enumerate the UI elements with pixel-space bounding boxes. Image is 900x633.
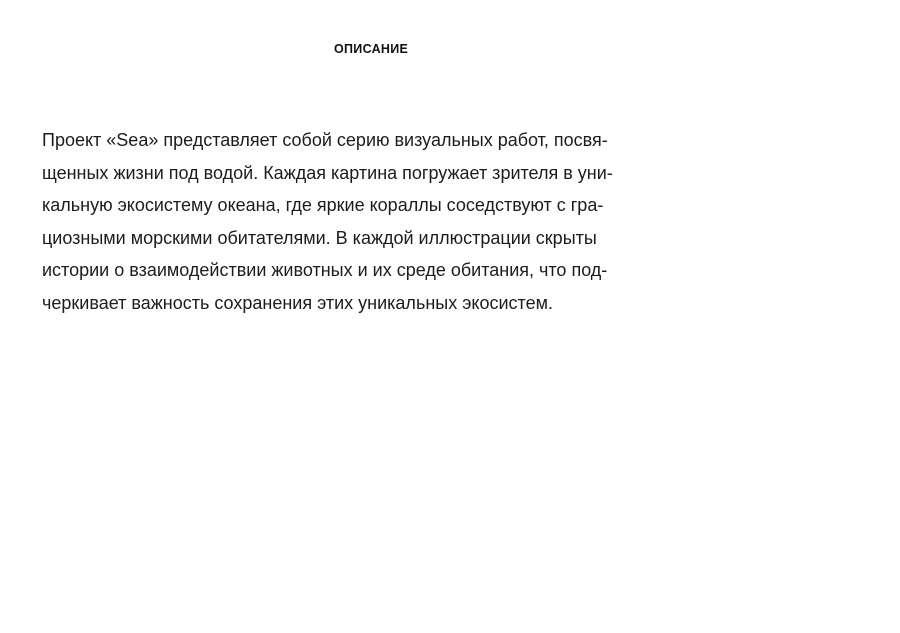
description-line: Проект «Sea» представляет собой серию визуальных работ, посвя- — [42, 130, 608, 150]
description-line: щенных жизни под водой. Каждая картина погружает зрителя в уни- — [42, 162, 613, 183]
section-heading: ОПИСАНИЕ — [334, 42, 409, 56]
description-line: черкивает важность сохранения этих уникальных экосистем. — [42, 292, 553, 313]
description-line: истории о взаимодействии животных и их среде обитания, что под- — [42, 260, 608, 281]
description-line: циозными морскими обитателями. В каждой иллюстрации скрыты — [42, 227, 597, 248]
description-line: кальную экосистему океана, где яркие кораллы соседствуют с гра- — [42, 195, 604, 216]
description-paragraph — [42, 124, 702, 320]
